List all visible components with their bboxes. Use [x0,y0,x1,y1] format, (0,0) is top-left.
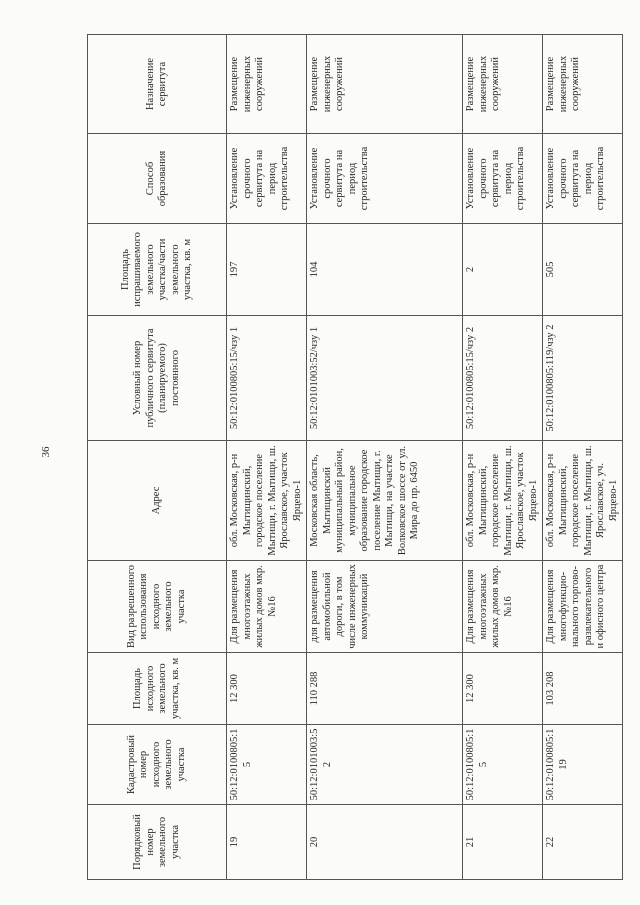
table-cell: Для размещения многофункцио-нального торгово-развлекательного и офисного центра [543,561,623,653]
table-cell: 103 208 [543,653,623,725]
table-cell: обл. Московская, р-н Мытищинский, городское поселение Мытищи, г. Мытищи, ш. Ярославское, участок Ярцево-1 [463,441,543,561]
table-row [227,35,307,880]
rotated-page-content [87,35,619,880]
table-cell: 20 [307,805,463,880]
table-cell: 2 [463,224,543,316]
table-cell: 22 [543,805,623,880]
table-cell: Установление срочного сервитута на период строительства [543,134,623,224]
header-cell: Адрес [88,441,227,561]
header-cell: Площадь исходного земельного участка, кв. м [88,653,227,725]
header-cell: Условный номер публичного сервитута (планируемого) постоянного [88,316,227,441]
table-cell: 197 [227,224,307,316]
table-cell: Размещение инженерных сооружений [463,35,543,134]
table-cell: для размещения автомобильной дороги, в том числе инженерных коммуникаций [307,561,463,653]
table-cell: Для размещения многоэтажных жилых домов мкр.№16 [463,561,543,653]
table-cell: 50:12:0101003:52/чзу 1 [307,316,463,441]
table-cell: Размещение инженерных сооружений [307,35,463,134]
table-cell: Для размещения многоэтажных жилых домов мкр.№16 [227,561,307,653]
page-number: 36 [40,446,52,458]
table-cell: 50:12:0100805:15/чзу 2 [463,316,543,441]
table-cell: 12 300 [463,653,543,725]
table-cell: 50:12:0101003:52 [307,725,463,805]
servitude-table [87,34,623,880]
table-cell: 50:12:0100805:15 [463,725,543,805]
header-cell: Кадастровый номер исходного земельного участка [88,725,227,805]
table-row [307,35,463,880]
table-cell: 12 300 [227,653,307,725]
table-cell: Установление срочного сервитута на период строительства [227,134,307,224]
table-cell: 50:12:0100805:15 [227,725,307,805]
header-cell: Назначение сервитута [88,35,227,134]
header-cell: Вид разрешенного использования исходного земельного участка [88,561,227,653]
table-row [463,35,543,880]
table-cell: 21 [463,805,543,880]
table-cell: Московская область, Мытищинский муниципальный район, муниципальное образование городское поселение Мытищи, г. Мытищи, на участке Волковское шоссе от ул. Мира до пр. 6450 [307,441,463,561]
table-cell: 505 [543,224,623,316]
table-cell: 104 [307,224,463,316]
table-cell: Установление срочного сервитута на период строительства [307,134,463,224]
table-cell: обл. Московская, р-н Мытищинский, городское поселение Мытищи, г. Мытищи, ш. Ярославское, уч. Ярцево-1 [543,441,623,561]
table-cell: Размещение инженерных сооружений [227,35,307,134]
header-cell: Способ образования [88,134,227,224]
table-cell: обл. Московская, р-н Мытищинский, городское поселение Мытищи, г. Мытищи, ш. Ярославское, участок Ярцево-1 [227,441,307,561]
table-cell: Установление срочного сервитута на период строительства [463,134,543,224]
table-cell: 50:12:0100805:15/чзу 1 [227,316,307,441]
table-row [543,35,623,880]
header-cell: Площадь испрашиваемого земельного участка/части земельного участка, кв. м [88,224,227,316]
table-cell: 50:12:0100805:119 [543,725,623,805]
table-header-row [88,35,227,880]
table-cell: 50:12:0100805:119/чзу 2 [543,316,623,441]
table-cell: 110 288 [307,653,463,725]
table-cell: 19 [227,805,307,880]
table-cell: Размещение инженерных сооружений [543,35,623,134]
header-cell: Порядковый номер земельного участка [88,805,227,880]
